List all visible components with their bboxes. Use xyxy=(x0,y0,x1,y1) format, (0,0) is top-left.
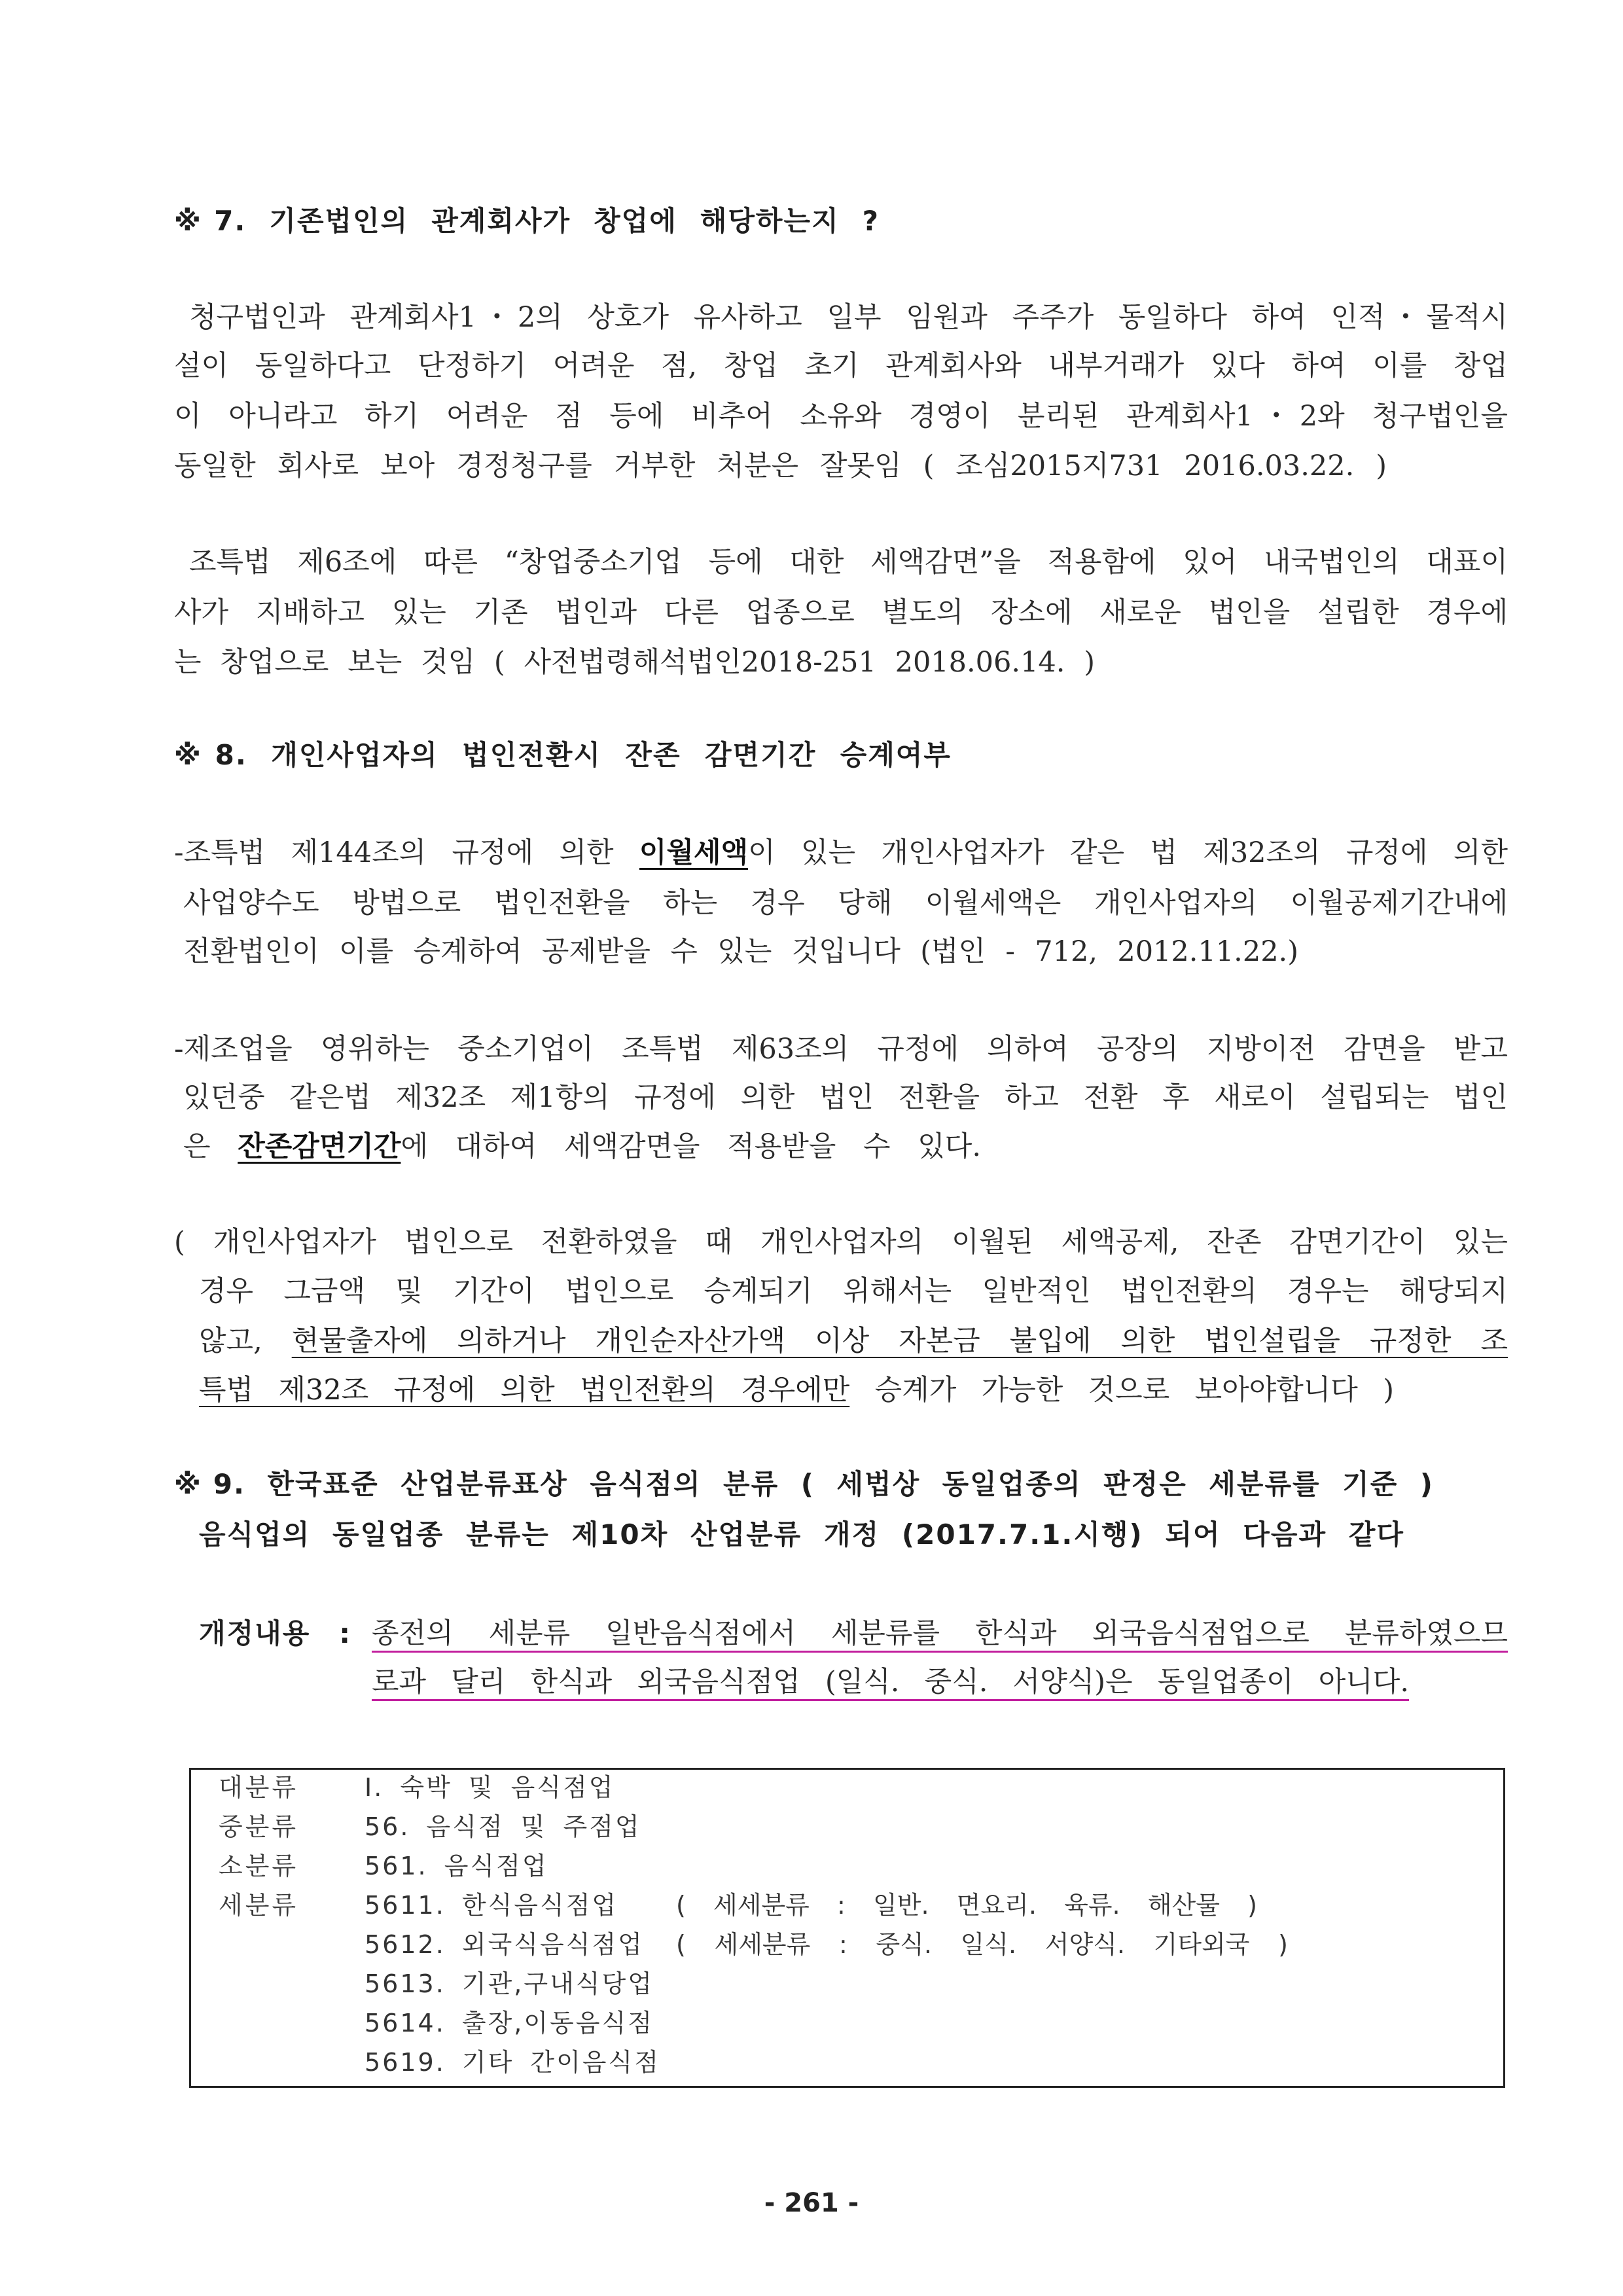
table-row xyxy=(191,1925,1503,1964)
emphasized-term: 이월세액 xyxy=(639,836,749,869)
row-label: 세분류 xyxy=(219,1891,299,1920)
section-9-heading-line-1: ※9. 한국표준 산업분류표상 음식점의 분류 ( 세법상 동일업종의 판정은 세분류를 기준 ) xyxy=(174,1468,1434,1500)
section-8-item-1-line-3: 전환법인이 이를 승계하여 공제받을 수 있는 것입니다 (법인 - 712, 2012.11.22.) xyxy=(183,935,1298,968)
text-segment: 은 xyxy=(183,1130,238,1163)
text-segment: 이 있는 개인사업자가 같은 법 제32조의 규정에 의한 xyxy=(748,836,1508,869)
table-row xyxy=(191,1768,1503,1807)
revision-text-line-2: 로과 달리 한식과 외국음식점업 (일식. 중식. 서양식)은 동일업종이 아니다. xyxy=(372,1666,1409,1698)
section-8-item-2-line-2: 있던중 같은법 제32조 제1항의 규정에 의한 법인 전환을 하고 전환 후 새로이 설립되는 법인 xyxy=(183,1081,1508,1114)
row-value: 56. 음식점 및 주점업 xyxy=(365,1812,641,1841)
section-8-note-line-4 xyxy=(199,1372,1394,1408)
section-8-item-2-line-3 xyxy=(183,1128,981,1165)
row-value: 5612. 외국식음식점업 xyxy=(365,1930,644,1959)
row-value: I. 숙박 및 음식점업 xyxy=(365,1773,615,1802)
section-7-paragraph-1-line-1: 청구법인과 관계회사1・2의 상호가 유사하고 일부 임원과 주주가 동일하다 하여 인적・물적시 xyxy=(189,301,1508,334)
section-8-note-line-3 xyxy=(199,1323,1508,1359)
emphasized-term: 잔존감면기간 xyxy=(238,1130,401,1163)
table-row xyxy=(191,2043,1503,2082)
section-9-heading-line-2: 음식업의 동일업종 분류는 제10차 산업분류 개정 (2017.7.1.시행) 되어 다음과 같다 xyxy=(199,1518,1404,1551)
row-label: 대분류 xyxy=(219,1773,299,1802)
row-value: 5613. 기관,구내식당업 xyxy=(365,1969,654,1998)
row-value: 5614. 출장,이동음식점 xyxy=(365,2009,654,2037)
section-7-paragraph-1-line-4: 동일한 회사로 보아 경정청구를 거부한 처분은 잘못임 ( 조심2015지731 2016.03.22. ) xyxy=(174,450,1387,482)
section-7-paragraph-2-line-2: 사가 지배하고 있는 기존 법인과 다른 업종으로 별도의 장소에 새로운 법인을 설립한 경우에 xyxy=(174,596,1508,629)
section-8-note-line-2: 경우 그금액 및 기간이 법인으로 승계되기 위해서는 일반적인 법인전환의 경우는 해당되지 xyxy=(199,1275,1508,1308)
table-row xyxy=(191,1964,1503,2003)
revision-text-line-1: 종전의 세분류 일반음식점에서 세분류를 한식과 외국음식점업으로 분류하였으므 xyxy=(372,1617,1508,1650)
table-row xyxy=(191,1886,1503,1925)
row-label: 중분류 xyxy=(219,1812,299,1841)
section-8-item-1-line-1 xyxy=(174,834,1508,871)
row-detail: ( 세세분류 : 중식. 일식. 서양식. 기타외국 ) xyxy=(676,1930,1288,1959)
section-8-item-2-line-1: -제조업을 영위하는 중소기업이 조특법 제63조의 규정에 의하여 공장의 지방이전 감면을 받고 xyxy=(174,1033,1508,1066)
row-value: 5611. 한식음식점업 xyxy=(365,1891,618,1920)
table-row xyxy=(191,2003,1503,2043)
section-7-paragraph-1-line-2: 설이 동일하다고 단정하기 어려운 점, 창업 초기 관계회사와 내부거래가 있다 하여 이를 창업 xyxy=(174,350,1508,382)
section-7-heading: ※7. 기존법인의 관계회사가 창업에 해당하는지 ? xyxy=(174,205,880,237)
section-8-note-line-1: ( 개인사업자가 법인으로 전환하였을 때 개인사업자의 이월된 세액공제, 잔존 감면기간이 있는 xyxy=(174,1226,1508,1259)
page-number: - 261 - xyxy=(764,2188,859,2218)
row-value: 561. 음식점업 xyxy=(365,1852,548,1880)
section-7-paragraph-2-line-3: 는 창업으로 보는 것임 ( 사전법령해석법인2018-251 2018.06.14. ) xyxy=(174,646,1095,679)
table-row xyxy=(191,1807,1503,1846)
section-7-paragraph-1-line-3: 이 아니라고 하기 어려운 점 등에 비추어 소유와 경영이 분리된 관계회사1・2와 청구법인을 xyxy=(174,400,1508,433)
row-label: 소분류 xyxy=(219,1852,299,1880)
row-detail: ( 세세분류 : 일반. 면요리. 육류. 해산물 ) xyxy=(676,1891,1257,1920)
section-8-item-1-line-2: 사업양수도 방법으로 법인전환을 하는 경우 당해 이월세액은 개인사업자의 이월공제기간내에 xyxy=(183,887,1508,920)
text-segment: -조특법 제144조의 규정에 의한 xyxy=(174,836,639,869)
underlined-text: 현물출자에 의하거나 개인순자산가액 이상 자본금 불입에 의한 법인설립을 규정한 조 xyxy=(291,1325,1508,1357)
revision-label: 개정내용 : xyxy=(199,1617,351,1649)
text-segment: 않고, xyxy=(199,1325,292,1357)
table-row xyxy=(191,1846,1503,1886)
section-8-heading: ※8. 개인사업자의 법인전환시 잔존 감면기간 승계여부 xyxy=(174,739,952,771)
underlined-text: 특법 제32조 규정에 의한 법인전환의 경우에만 xyxy=(199,1374,850,1407)
row-value: 5619. 기타 간이음식점 xyxy=(365,2048,660,2077)
text-segment: 승계가 가능한 것으로 보아야합니다 ) xyxy=(849,1374,1394,1407)
classification-table xyxy=(189,1768,1505,2088)
text-segment: 에 대하여 세액감면을 적용받을 수 있다. xyxy=(401,1130,981,1163)
section-7-paragraph-2-line-1: 조특법 제6조에 따른 “창업중소기업 등에 대한 세액감면”을 적용함에 있어 내국법인의 대표이 xyxy=(189,546,1508,579)
